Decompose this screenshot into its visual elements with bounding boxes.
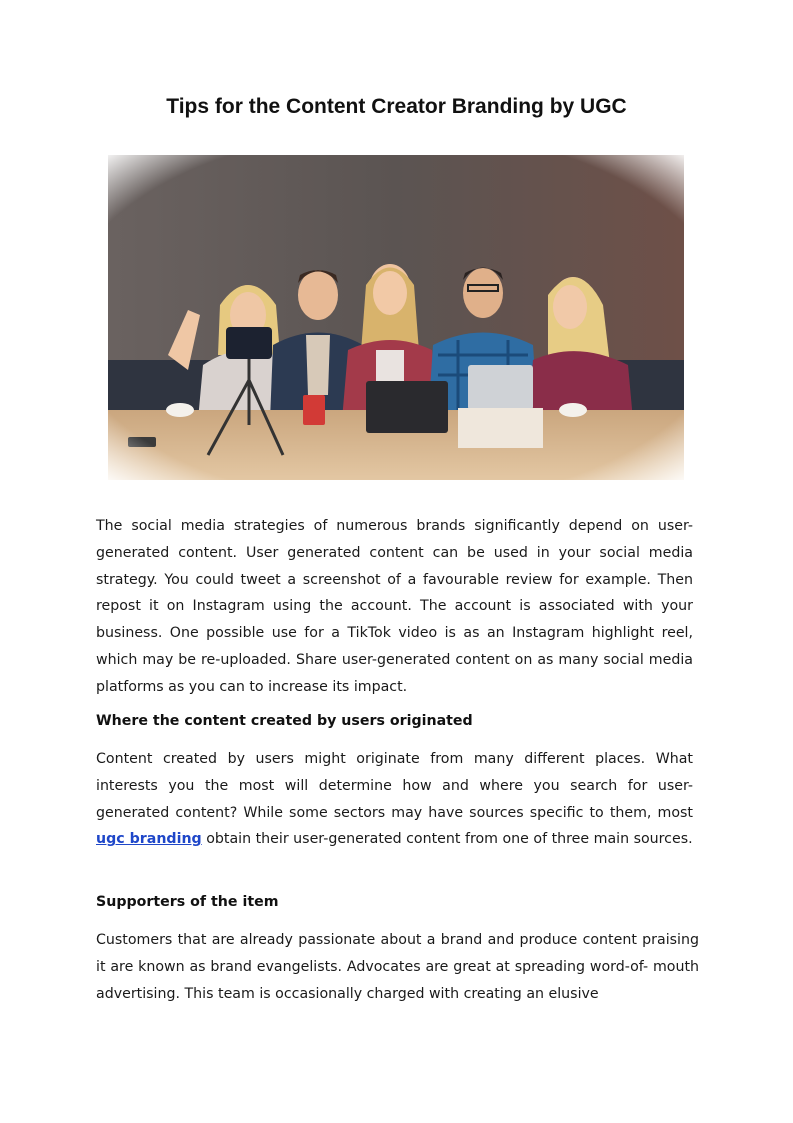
supporters-paragraph: Customers that are already passionate about a brand and produce content praising it are known as brand evangelists. Advocates are great at spreading word-of- mouth advertising. This team is occasionally charged with creating an elusive [96,932,699,1002]
group-selfie-illustration-icon [108,155,684,480]
page-title: Tips for the Content Creator Branding by UGC [166,95,627,118]
section-heading-supporters: Supporters of the item [96,894,279,910]
origin-text-end: obtain their user-generated content from one of three main sources. [201,831,693,848]
intro-paragraph: The social media strategies of numerous brands significantly depend on user-generated content. User generated content can be used in your social media strategy. You could tweet a screenshot of a favourable review for example. Then repost it on Instagram using the account. The account is associated with your business. One possible use for a TikTok video is as an Instagram highlight reel, which may be re-uploaded. Share user-generated content on as many social media platforms as you can to increase its impact. [96,518,693,695]
section-heading-origin: Where the content created by users originated [96,713,473,729]
origin-text-start: Content created by users might originate from many different places. What interests you the most will determine how and where you search for user-generated content? While some sectors may have sources specific to them, most [96,751,693,821]
hero-photo [108,155,684,480]
origin-paragraph [96,746,693,853]
ugc-branding-link[interactable]: ugc branding [96,831,202,848]
